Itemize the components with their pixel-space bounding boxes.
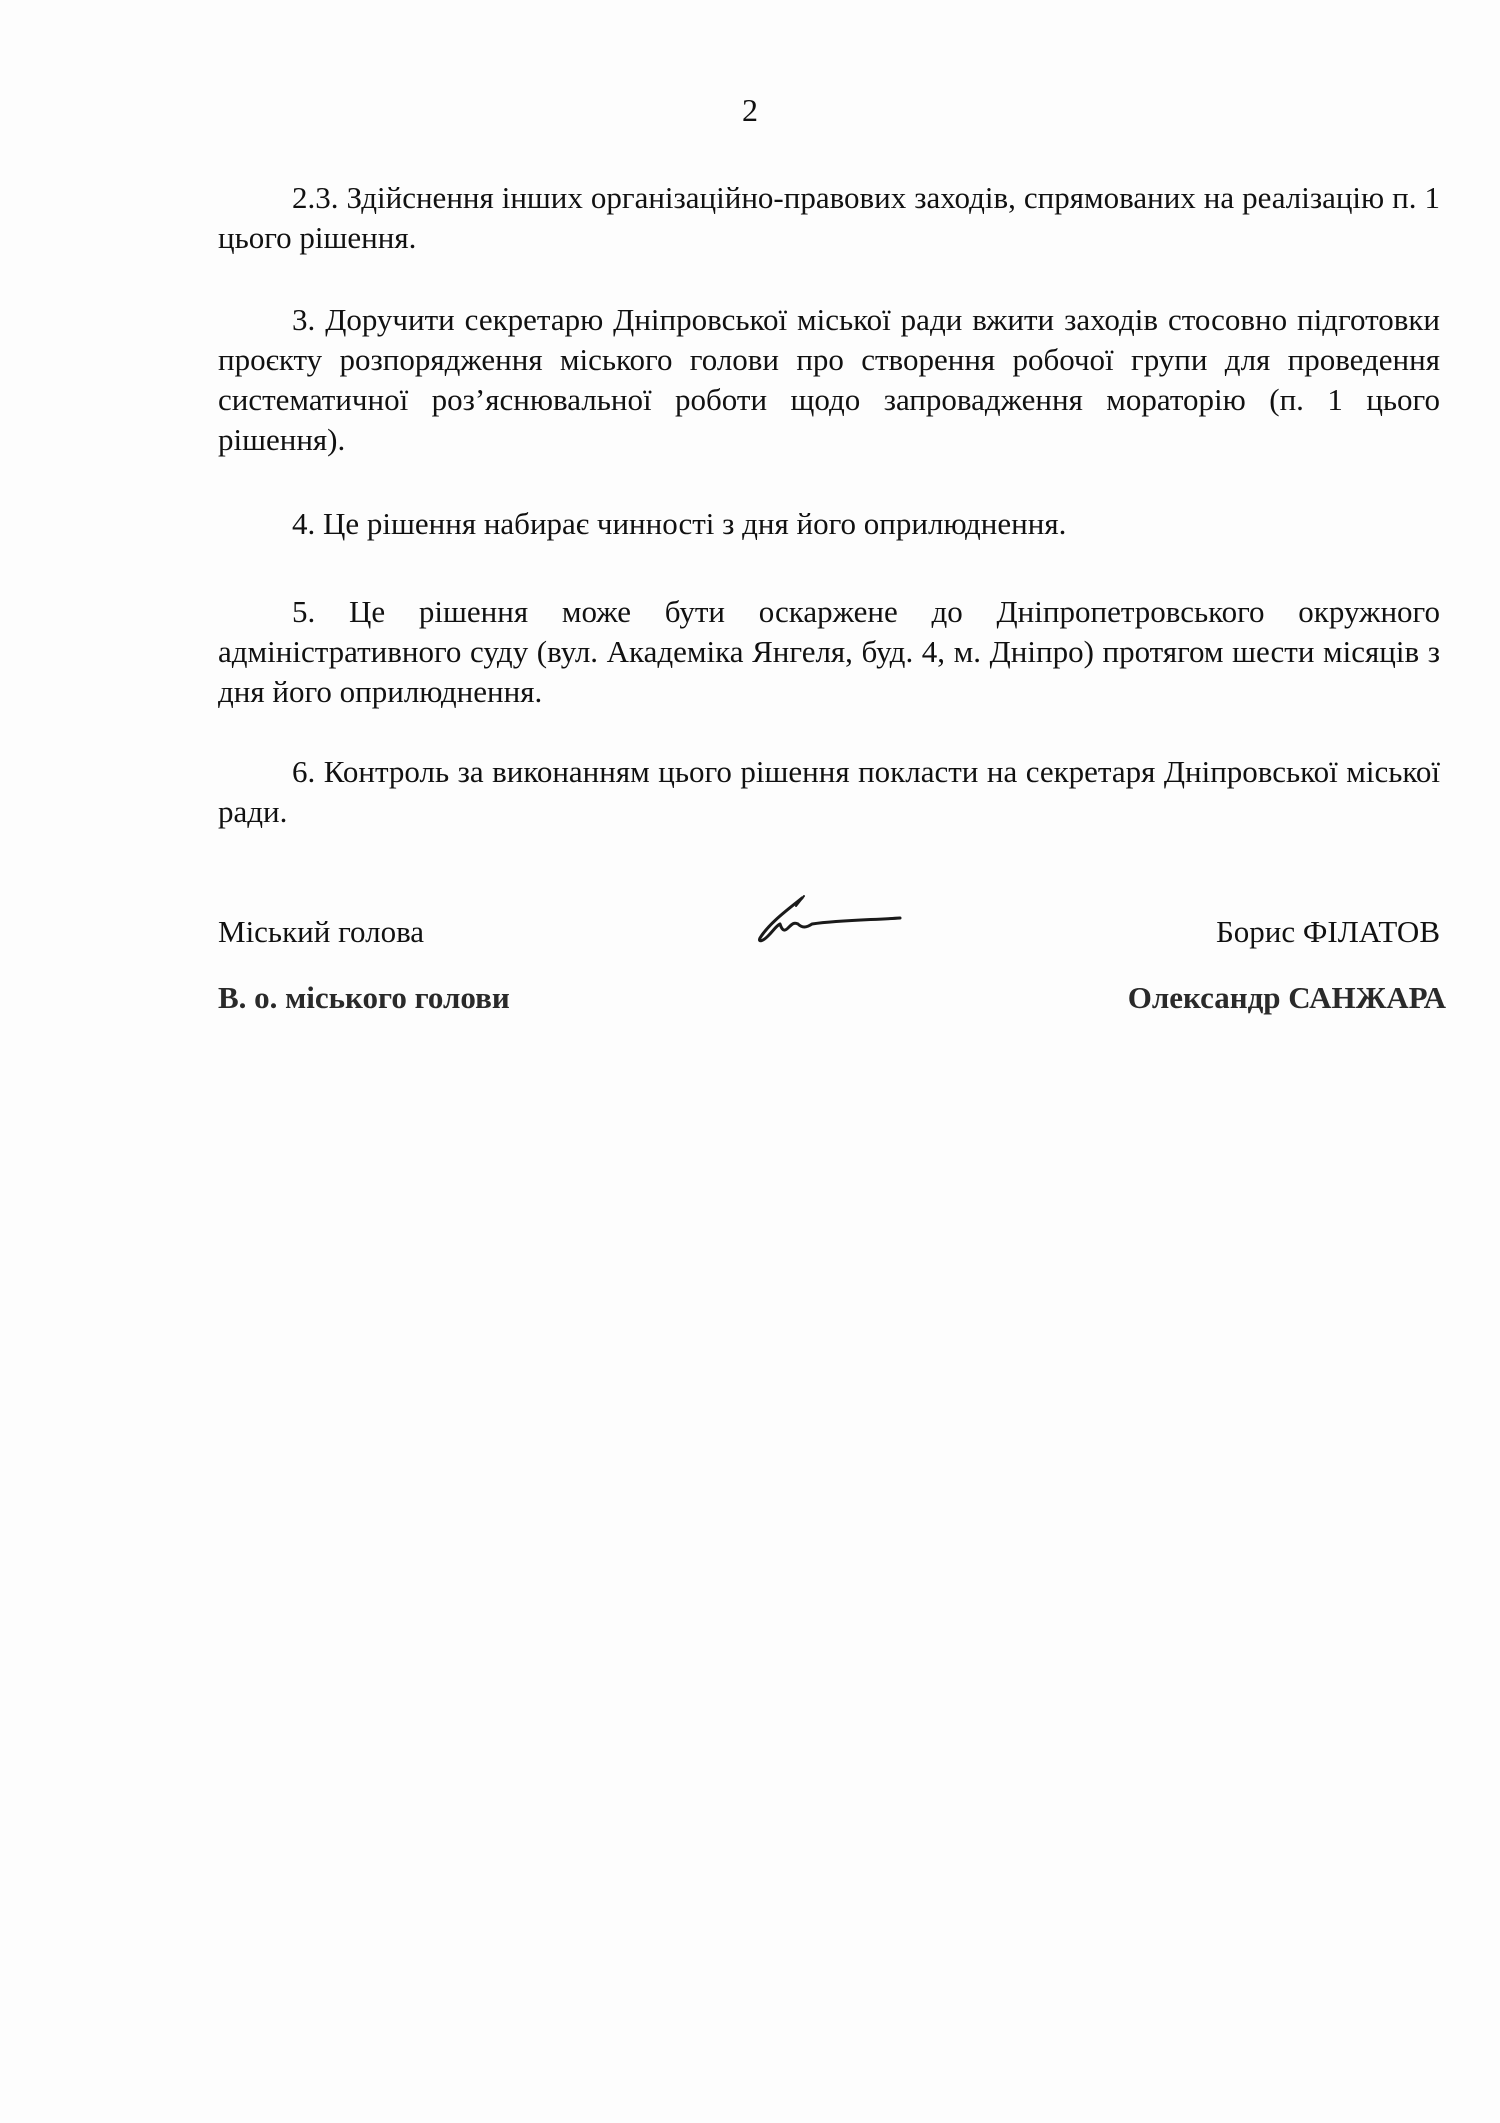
page-number: 2 bbox=[742, 92, 758, 128]
paragraph-4 bbox=[218, 504, 1440, 544]
paragraph-text: 2.3. Здійснення інших організаційно-правових заходів, спрямованих на реалізацію п. 1 цього рішення. bbox=[218, 180, 1440, 255]
paragraph-6 bbox=[218, 752, 1440, 832]
paragraph-text: 3. Доручити секретарю Дніпровської міської ради вжити заходів стосовно підготовки проєкту розпорядження міського голови про створення робочої групи для проведення систематичної роз’яснювальної роботи щодо запровадження мораторію (п. 1 цього рішення). bbox=[218, 302, 1440, 457]
paragraph-text: 6. Контроль за виконанням цього рішення покласти на секретаря Дніпровської міської ради. bbox=[218, 754, 1440, 829]
signatory-position: В. о. міського голови bbox=[218, 980, 510, 1015]
handwritten-signature-icon bbox=[740, 880, 920, 950]
signatory-name: Олександр САНЖАРА bbox=[1127, 980, 1446, 1015]
paragraph-text: 5. Це рішення може бути оскаржене до Дніпропетровського окружного адміністративного суду (вул. Академіка Янгеля, буд. 4, м. Дніпро) протягом шести місяців з дня його оприлюднення. bbox=[218, 594, 1440, 709]
paragraph-text: 4. Це рішення набирає чинності з дня його оприлюднення. bbox=[292, 506, 1067, 541]
paragraph-3 bbox=[218, 300, 1440, 460]
paragraph-2-3 bbox=[218, 178, 1440, 258]
signatory-name: Борис ФІЛАТОВ bbox=[1216, 914, 1440, 949]
signatory-position: Міський голова bbox=[218, 914, 425, 949]
signature-block-acting-mayor bbox=[218, 978, 1446, 1022]
paragraph-5 bbox=[218, 592, 1440, 712]
